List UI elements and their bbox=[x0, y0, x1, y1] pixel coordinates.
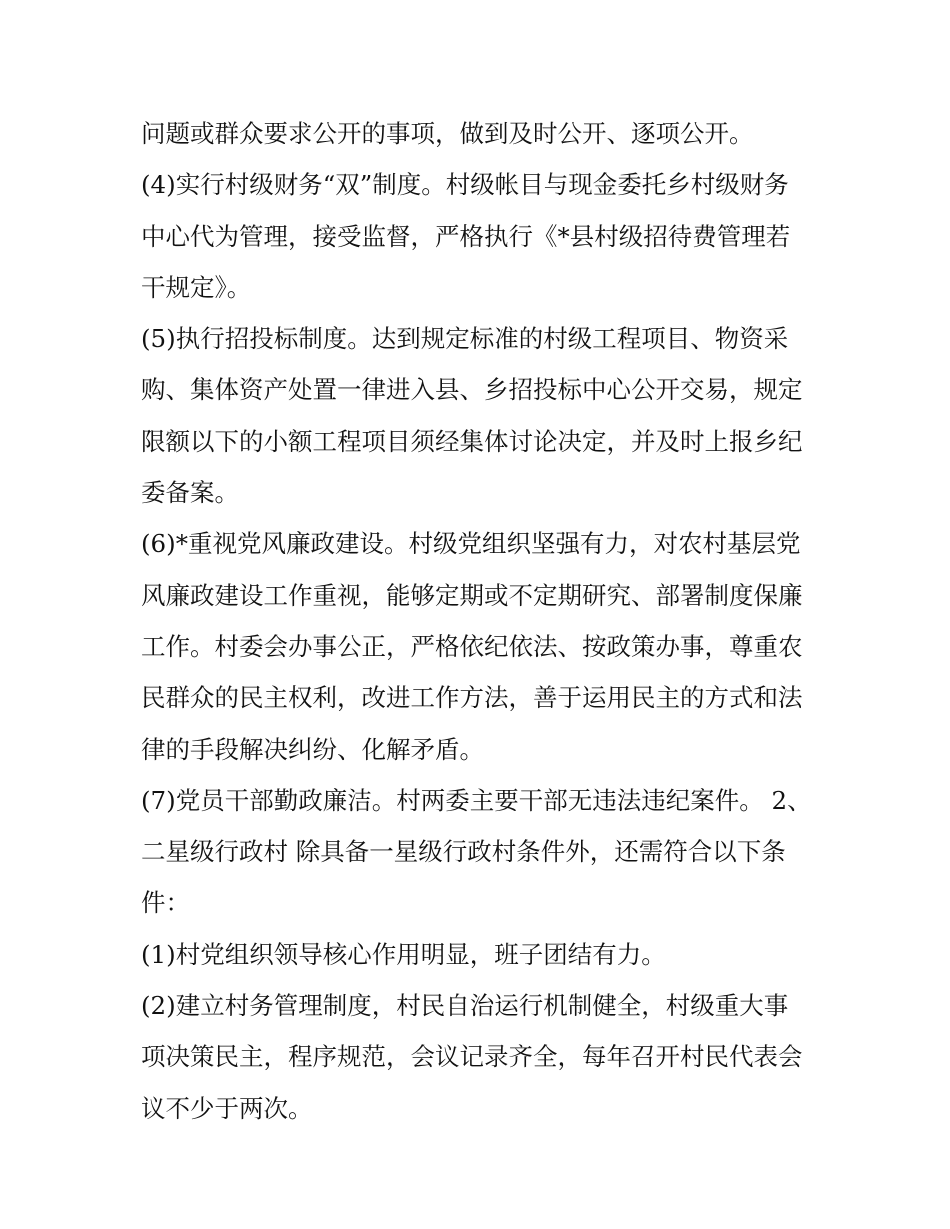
text-line: 风廉政建设工作重视，能够定期或不定期研究、部署制度保廉 bbox=[141, 580, 803, 610]
text-line: 议不少于两次。 bbox=[141, 1093, 313, 1123]
text-line: 问题或群众要求公开的事项，做到及时公开、逐项公开。 bbox=[141, 119, 754, 148]
text-line: (2)建立村务管理制度，村民自治运行机制健全，村级重大事 bbox=[141, 991, 789, 1021]
text-line: (4)实行村级财务“双”制度。村级帐目与现金委托乡村级财务 bbox=[141, 170, 789, 200]
text-line: (6)*重视党风廉政建设。村级党组织坚强有力，对农村基层党 bbox=[141, 529, 801, 559]
text-line: 限额以下的小额工程项目须经集体讨论决定，并及时上报乡纪 bbox=[141, 426, 803, 456]
text-line: (5)执行招投标制度。达到规定标准的村级工程项目、物资采 bbox=[141, 324, 789, 354]
text-line: 二星级行政村 除具备一星级行政村条件外，还需符合以下条 bbox=[141, 837, 786, 867]
text-line: 项决策民主，程序规范，会议记录齐全，每年召开村民代表会 bbox=[141, 1042, 803, 1072]
text-line: 律的手段解决纠纷、化解矛盾。 bbox=[141, 734, 484, 764]
text-line: (7)党员干部勤政廉洁。村两委主要干部无违法违纪案件。 2、 bbox=[141, 785, 812, 815]
text-line: 工作。村委会办事公正，严格依纪依法、按政策办事，尊重农 bbox=[141, 631, 803, 661]
text-line: 委备案。 bbox=[141, 478, 239, 508]
text-line: (1)村党组织领导核心作用明显，班子团结有力。 bbox=[141, 939, 666, 969]
text-line: 购、集体资产处置一律进入县、乡招投标中心公开交易，规定 bbox=[141, 375, 803, 405]
text-line: 民群众的民主权利，改进工作方法，善于运用民主的方式和法 bbox=[141, 683, 803, 713]
text-line: 中心代为管理，接受监督，严格执行《*县村级招待费管理若 bbox=[141, 221, 791, 251]
text-line: 干规定》。 bbox=[141, 272, 252, 302]
document-body bbox=[141, 108, 831, 1134]
text-line: 件： bbox=[141, 888, 190, 918]
